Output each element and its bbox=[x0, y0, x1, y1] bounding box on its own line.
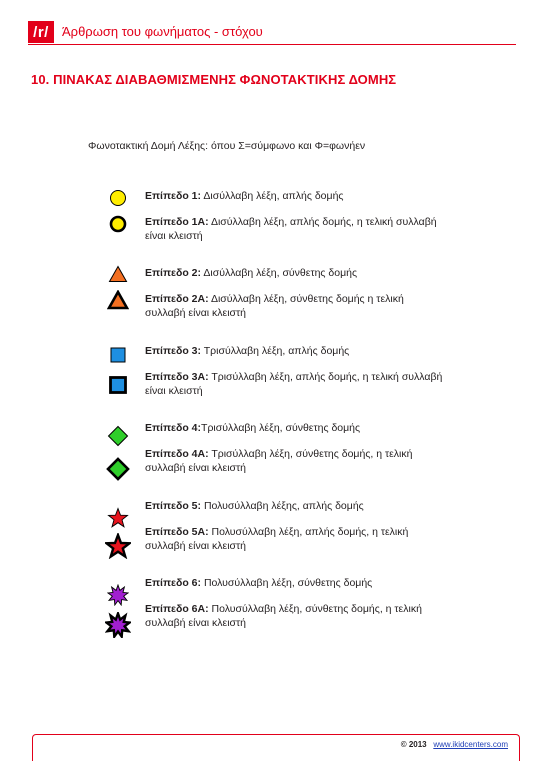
header-logo: /r/ bbox=[28, 21, 54, 43]
yellow-circle-closed-icon bbox=[109, 215, 127, 233]
level-description: Τρισύλλαβη λέξη, απλής δομής, η τελική συλλαβή είναι κλειστή bbox=[145, 371, 443, 397]
level-3-entry bbox=[145, 345, 445, 359]
level-5-entry bbox=[145, 500, 445, 514]
green-diamond-closed-icon bbox=[106, 457, 130, 481]
level-label: Επίπεδο 6Α: bbox=[145, 603, 209, 615]
level-label: Επίπεδο 4Α: bbox=[145, 448, 209, 460]
level-description: Τρισύλλαβη λέξη, σύνθετης δομής, η τελική συλλαβή είναι κλειστή bbox=[145, 448, 413, 474]
blue-square-closed-icon bbox=[109, 376, 127, 394]
level-label: Επίπεδο 3Α: bbox=[145, 371, 209, 383]
level-description: Δισύλλαβη λέξη, σύνθετης δομής η τελική συλλαβή είναι κλειστή bbox=[145, 293, 404, 319]
level-3a-entry bbox=[145, 371, 445, 398]
green-diamond-icon bbox=[107, 425, 129, 447]
level-label: Επίπεδο 2: bbox=[145, 267, 202, 279]
level-description: Δισύλλαβη λέξη, απλής δομής, η τελική συλλαβή είναι κλειστή bbox=[145, 216, 437, 242]
level-description: Πολυσύλλαβη λέξη, σύνθετης δομής bbox=[201, 577, 373, 589]
level-description: Πολυσύλλαβη λέξη, σύνθετης δομής, η τελική συλλαβή είναι κλειστή bbox=[145, 603, 422, 629]
red-star-icon bbox=[107, 507, 129, 529]
level-1a-entry bbox=[145, 216, 445, 243]
purple-burst-icon bbox=[107, 584, 129, 606]
orange-triangle-closed-icon bbox=[107, 290, 129, 310]
level-6a-entry bbox=[145, 603, 445, 630]
level-label: Επίπεδο 5Α: bbox=[145, 526, 209, 538]
level-1-entry bbox=[145, 190, 445, 204]
level-label: Επίπεδο 6: bbox=[145, 577, 202, 589]
level-label: Επίπεδο 4: bbox=[145, 422, 202, 434]
level-2a-entry bbox=[145, 293, 445, 320]
level-description: Τρισύλλαβη λέξη, σύνθετης δομής bbox=[201, 422, 361, 434]
level-label: Επίπεδο 2Α: bbox=[145, 293, 209, 305]
section-title: 10. ΠΙΝΑΚΑΣ ΔΙΑΒΑΘΜΙΣΜΕΝΗΣ ΦΩΝΟΤΑΚΤΙΚΗΣ ΔΟΜΗΣ bbox=[31, 72, 397, 87]
level-4-entry bbox=[145, 422, 445, 436]
level-label: Επίπεδο 5: bbox=[145, 500, 202, 512]
level-4a-entry bbox=[145, 448, 445, 475]
blue-square-icon bbox=[110, 347, 126, 363]
level-description: Δισύλλαβη λέξη, απλής δομής bbox=[201, 190, 344, 202]
level-description: Πολυσύλλαβη λέξης, απλής δομής bbox=[201, 500, 364, 512]
level-label: Επίπεδο 3: bbox=[145, 345, 202, 357]
intro-text: Φωνοτακτική Δομή Λέξης: όπου Σ=σύμφωνο και Φ=φωνήεν bbox=[88, 140, 366, 152]
level-label: Επίπεδο 1: bbox=[145, 190, 202, 202]
level-2-entry bbox=[145, 267, 445, 281]
orange-triangle-icon bbox=[108, 265, 128, 283]
website-link[interactable]: www.ikidcenters.com bbox=[433, 740, 508, 749]
red-star-closed-icon bbox=[105, 533, 131, 559]
level-label: Επίπεδο 1Α: bbox=[145, 216, 209, 228]
level-description: Τρισύλλαβη λέξη, απλής δομής bbox=[201, 345, 350, 357]
level-description: Δισύλλαβη λέξη, σύνθετης δομής bbox=[201, 267, 358, 279]
yellow-circle-icon bbox=[109, 189, 127, 207]
copyright-text: © 2013 bbox=[400, 740, 427, 749]
level-6-entry bbox=[145, 577, 445, 591]
purple-burst-closed-icon bbox=[105, 612, 131, 638]
header-title: Άρθρωση του φωνήματος - στόχου bbox=[62, 24, 263, 39]
footer bbox=[401, 740, 508, 749]
level-description: Πολυσύλλαβη λέξη, απλής δομής, η τελική συλλαβή είναι κλειστή bbox=[145, 526, 409, 552]
level-5a-entry bbox=[145, 526, 445, 553]
